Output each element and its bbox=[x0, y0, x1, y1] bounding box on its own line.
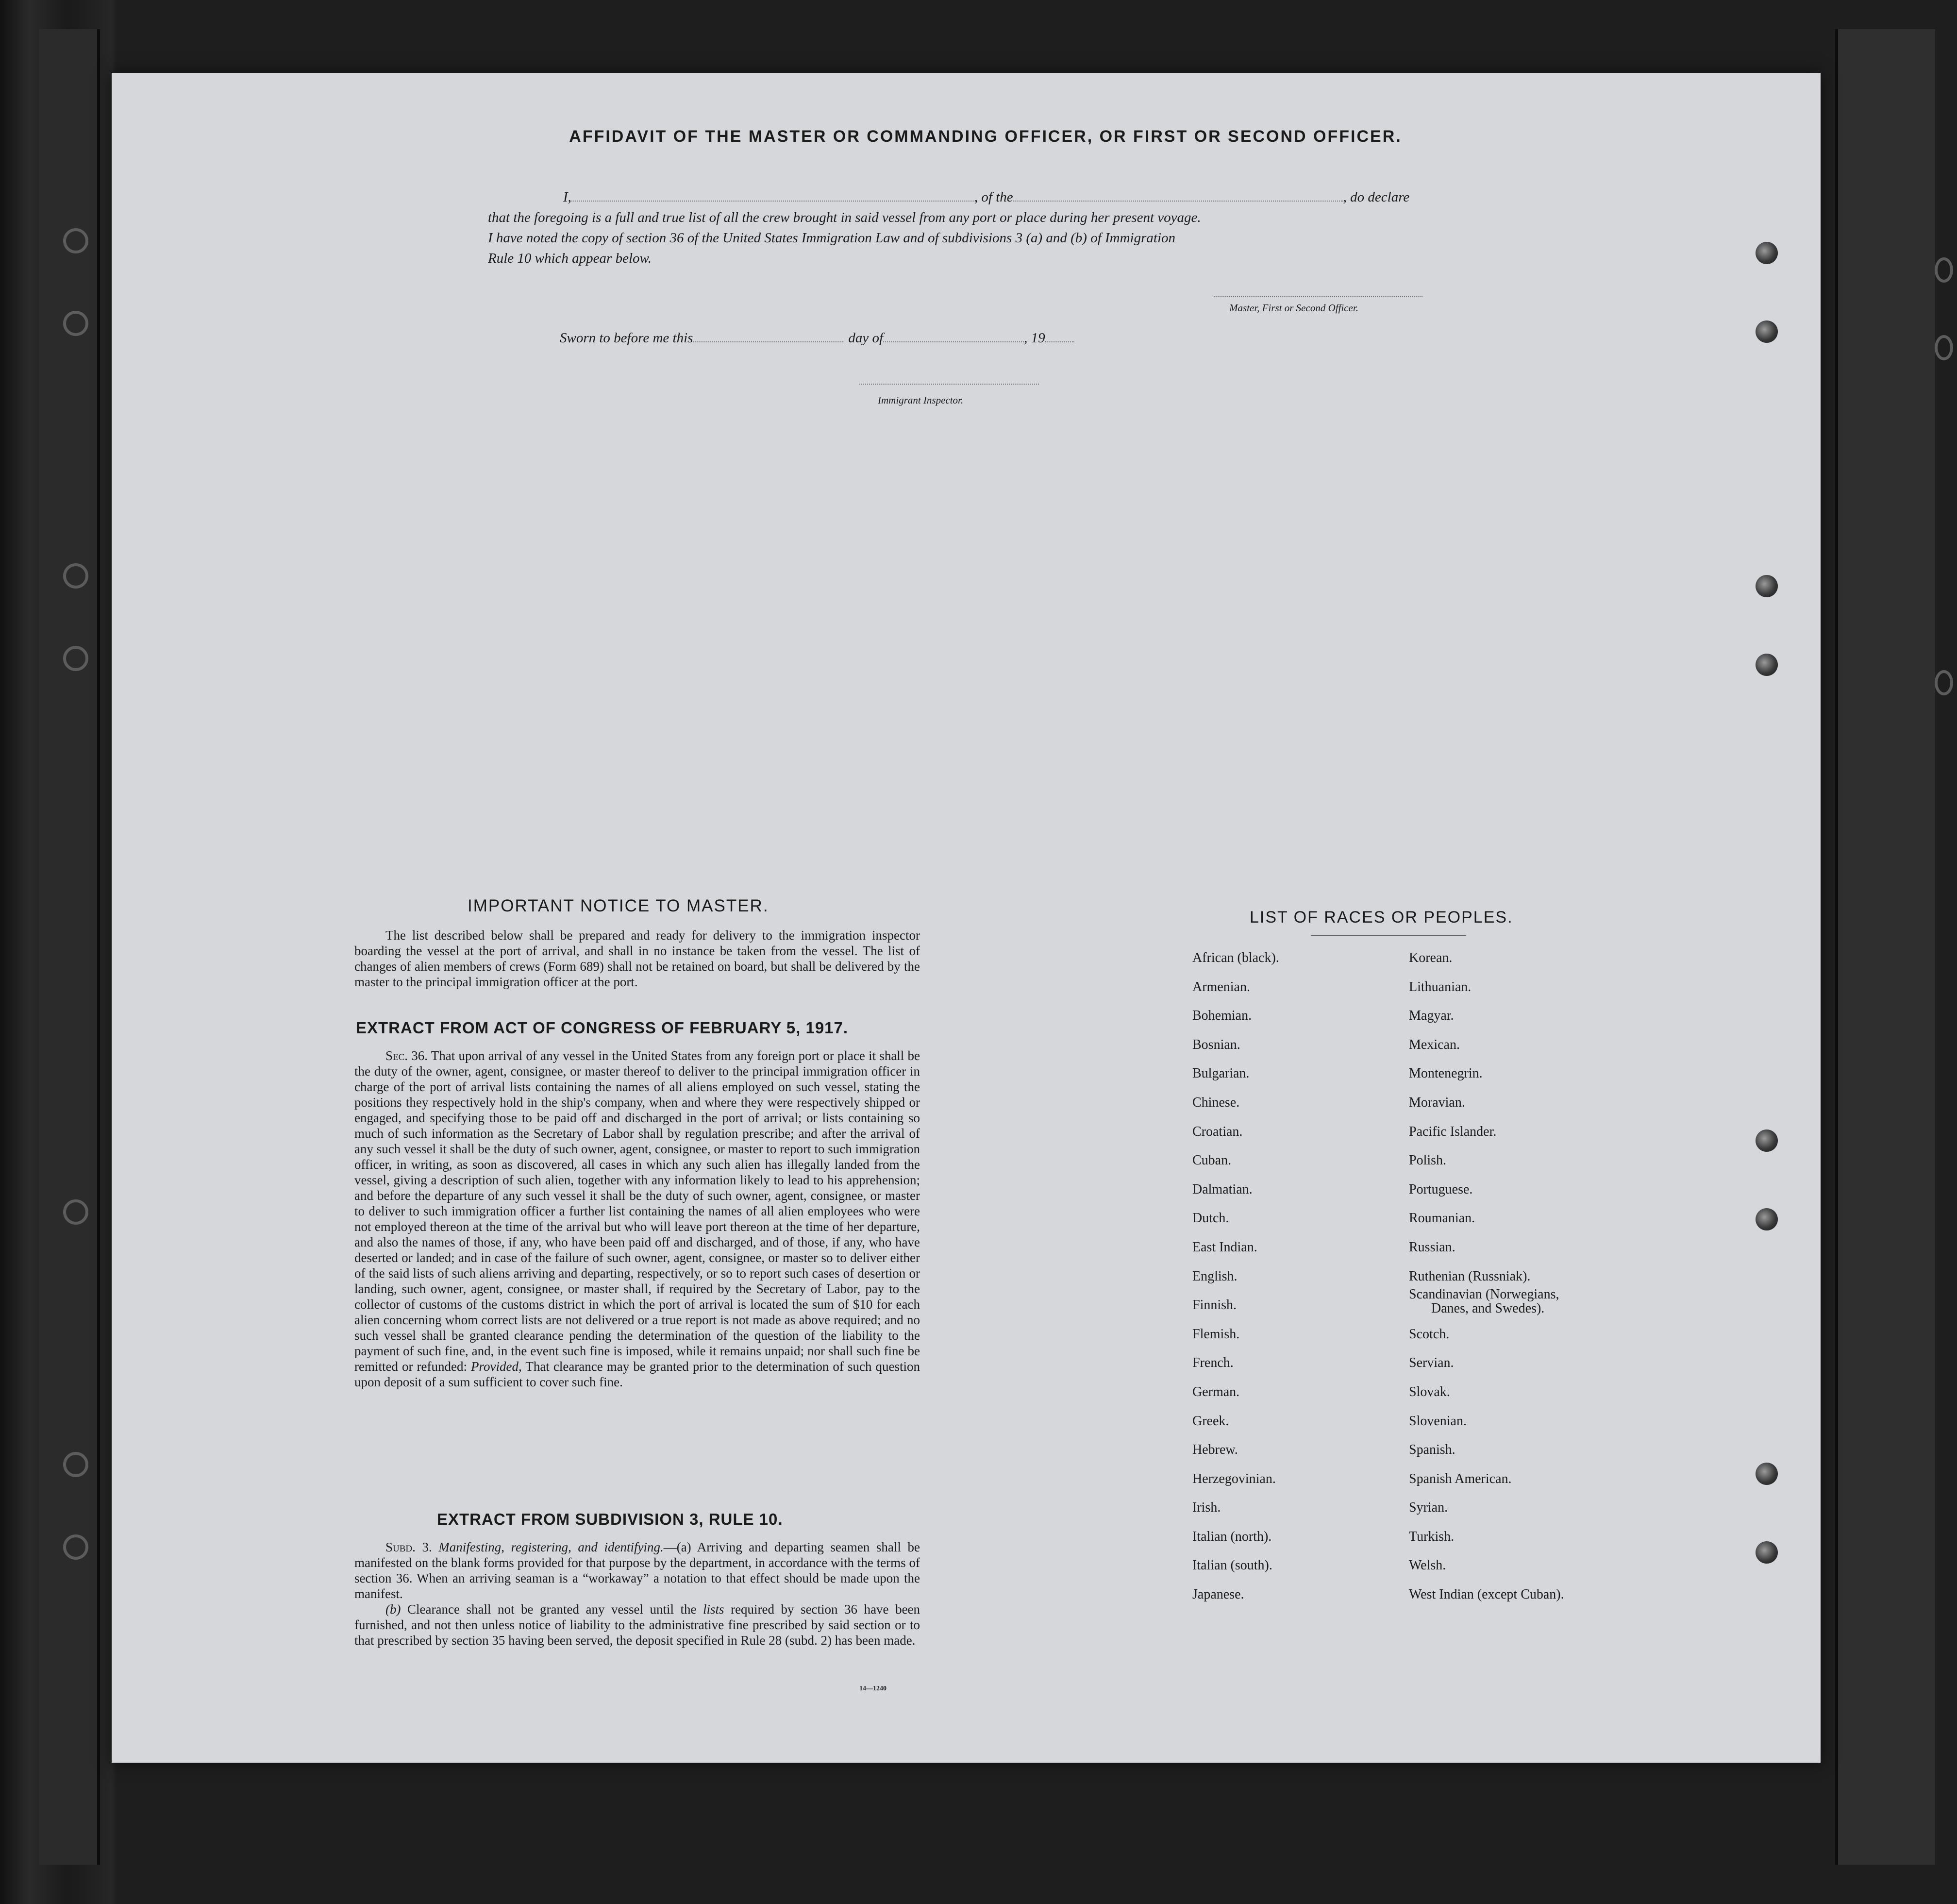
race-item: Portuguese. bbox=[1409, 1181, 1473, 1197]
race-item: Slovenian. bbox=[1409, 1413, 1467, 1429]
master-name-field[interactable] bbox=[571, 201, 974, 202]
race-item: Slovak. bbox=[1409, 1384, 1450, 1399]
rule-b-label: (b) bbox=[385, 1602, 401, 1617]
race-item: Bohemian. bbox=[1192, 1008, 1252, 1024]
race-item: Cuban. bbox=[1192, 1153, 1232, 1168]
race-item: Turkish. bbox=[1409, 1529, 1455, 1544]
punch-hole bbox=[1935, 335, 1953, 360]
race-item: Bulgarian. bbox=[1192, 1066, 1250, 1081]
races-column-left bbox=[1192, 951, 1279, 1617]
race-item: Flemish. bbox=[1192, 1326, 1240, 1342]
race-item: Syrian. bbox=[1409, 1500, 1448, 1516]
notice-title: IMPORTANT NOTICE TO MASTER. bbox=[468, 896, 769, 915]
rule-b-text-2: required by section 36 have been furnished, and not then unless notice of liability to the administrative fine prescribed by said section or to that prescribed by section 35 having been served, the deposit specified in Rule 28 (subd. 2) has been made. bbox=[354, 1602, 920, 1648]
inspector-signature-line[interactable] bbox=[859, 384, 1039, 385]
race-item: Chinese. bbox=[1192, 1095, 1240, 1110]
punch-hole bbox=[1935, 257, 1953, 283]
race-item: English. bbox=[1192, 1268, 1238, 1284]
race-item: Greek. bbox=[1192, 1413, 1229, 1429]
race-item: African (black). bbox=[1192, 950, 1279, 965]
sworn-day-field[interactable] bbox=[693, 341, 843, 342]
race-item: Scandinavian (Norwegians, bbox=[1409, 1287, 1559, 1302]
race-item: Mexican. bbox=[1409, 1037, 1460, 1052]
punch-hole bbox=[63, 646, 88, 671]
master-signature-caption: Master, First or Second Officer. bbox=[1229, 302, 1358, 314]
sworn-year-field[interactable] bbox=[1045, 341, 1074, 342]
races-title: LIST OF RACES OR PEOPLES. bbox=[1250, 908, 1513, 927]
punch-hole bbox=[1756, 1129, 1778, 1152]
race-item: Ruthenian (Russniak). bbox=[1409, 1268, 1531, 1284]
affidavit-title: AFFIDAVIT OF THE MASTER OR COMMANDING OFFICER, OR FIRST OR SECOND OFFICER. bbox=[569, 127, 1402, 146]
affidavit-of-the: , of the bbox=[974, 189, 1013, 205]
notice-paragraph bbox=[354, 927, 920, 990]
year-prefix: , 19 bbox=[1024, 330, 1045, 346]
day-of-text: day of bbox=[848, 330, 884, 346]
race-item: Bosnian. bbox=[1192, 1037, 1240, 1052]
race-item: Italian (south). bbox=[1192, 1558, 1272, 1573]
sworn-month-field[interactable] bbox=[883, 341, 1024, 342]
inspector-signature-caption: Immigrant Inspector. bbox=[878, 394, 964, 406]
race-item: Spanish. bbox=[1409, 1442, 1455, 1458]
race-item: Lithuanian. bbox=[1409, 979, 1472, 994]
race-item: Dutch. bbox=[1192, 1211, 1229, 1226]
affidavit-line-2: that the foregoing is a full and true list of all the crew brought in said vessel from any port or place during her present voyage. bbox=[488, 210, 1201, 225]
race-item: Korean. bbox=[1409, 950, 1453, 965]
race-item: Dalmatian. bbox=[1192, 1181, 1253, 1197]
race-item: East Indian. bbox=[1192, 1239, 1257, 1255]
race-item: Japanese. bbox=[1192, 1587, 1244, 1602]
rule-subd-heading: Manifesting, registering, and identifying. bbox=[438, 1540, 664, 1554]
races-title-rule bbox=[1311, 935, 1466, 936]
punch-hole bbox=[63, 311, 88, 336]
sworn-line bbox=[560, 330, 1074, 346]
race-item: Servian. bbox=[1409, 1355, 1454, 1371]
punch-hole bbox=[63, 228, 88, 253]
vessel-name-field[interactable] bbox=[1013, 201, 1343, 202]
act-section-title: EXTRACT FROM ACT OF CONGRESS OF FEBRUARY 5, 1917. bbox=[356, 1019, 849, 1037]
punch-hole bbox=[1935, 670, 1953, 695]
affidavit-do-declare: , do declare bbox=[1343, 189, 1410, 205]
act-section-label: Sec. 36. bbox=[385, 1048, 428, 1063]
race-item: Irish. bbox=[1192, 1500, 1221, 1516]
punch-hole bbox=[63, 1534, 88, 1560]
film-edge-left bbox=[39, 29, 100, 1865]
punch-hole bbox=[1756, 242, 1778, 264]
race-item: Moravian. bbox=[1409, 1095, 1465, 1110]
document-page bbox=[112, 73, 1821, 1763]
race-item: Roumanian. bbox=[1409, 1211, 1475, 1226]
act-text: That upon arrival of any vessel in the United States from any foreign port or place it shall be the duty of the owner, agent, consignee, or master thereof to deliver to the principal immigration officer in charge of the port of arrival lists containing the names of all aliens employed on such vessel, stating the positions they respectively hold in the ship's company, when and where they were respectively shipped or engaged, and specifying those to be paid off and discharged in the port of arrival; or lists containing so much of such information as the Secretary of Labor shall by regulation prescribe; and after the arrival of any such vessel it shall be the duty of such owner, agent, consignee, or master to report to such immigration officer, in writing, as soon as discovered, all cases in which any such alien has illegally landed from the vessel, giving a description of such alien, together with any information likely to lead to his apprehension; and before the departure of any such vessel it shall be the duty of such owner, agent, consignee, or master to deliver to such immigration officer a further list containing the names of all alien employees who were not employed thereon at the time of the arrival but who will leave port thereon at the time of her departure, and also the names of those, if any, who have been paid off and discharged, and of those, if any, who have deserted or landed; and in case of the failure of such owner, agent, consignee, or master so to deliver either of the said lists of such aliens arriving and departing, respectively, or so to report such cases of desertion or landing, such owner, agent, consignee, or master shall, if required by the Secretary of Labor, pay to the collector of customs of the customs district in which the port of arrival is located the sum of $10 for each alien concerning whom correct lists are not delivered or a true report is not made as above required; and no such vessel shall be granted clearance pending the determination of the question of the liability to the payment of such fine, and, in the event such fine is imposed, while it remains unpaid; nor shall such fine be remitted or refunded: bbox=[354, 1048, 920, 1374]
race-item: Hebrew. bbox=[1192, 1442, 1238, 1458]
punch-hole bbox=[1756, 1208, 1778, 1230]
affidavit-i: I, bbox=[563, 189, 571, 205]
race-item-scandinavian bbox=[1409, 1287, 1564, 1327]
punch-hole bbox=[1756, 1541, 1778, 1564]
punch-hole bbox=[63, 563, 88, 589]
race-item: Russian. bbox=[1409, 1239, 1455, 1255]
race-item-continuation: Danes, and Swedes). bbox=[1431, 1301, 1545, 1316]
punch-hole bbox=[1756, 320, 1778, 343]
punch-hole bbox=[63, 1452, 88, 1477]
punch-hole bbox=[1756, 1463, 1778, 1485]
race-item: Herzegovinian. bbox=[1192, 1471, 1276, 1486]
affidavit-declaration-line bbox=[563, 189, 1409, 205]
act-paragraph bbox=[354, 1048, 920, 1390]
race-item: Finnish. bbox=[1192, 1297, 1237, 1313]
race-item: French. bbox=[1192, 1355, 1234, 1371]
affidavit-line-4: Rule 10 which appear below. bbox=[488, 251, 652, 266]
race-item: Montenegrin. bbox=[1409, 1066, 1483, 1081]
races-column-right bbox=[1409, 951, 1564, 1617]
rule-b-text-1: Clearance shall not be granted any vessel until the bbox=[407, 1602, 697, 1617]
notice-text: The list described below shall be prepared and ready for delivery to the immigration inspector boarding the vessel at the port of arrival, and shall in no instance be taken from the vessel. The list of changes of alien members of crews (Form 689) shall not be retained on board, but shall be delivered by the master to the principal immigration officer at the port. bbox=[354, 928, 920, 989]
rule-section-title: EXTRACT FROM SUBDIVISION 3, RULE 10. bbox=[437, 1510, 783, 1528]
race-item: Spanish American. bbox=[1409, 1471, 1512, 1486]
race-item: West Indian (except Cuban). bbox=[1409, 1587, 1564, 1602]
race-item: Armenian. bbox=[1192, 979, 1250, 994]
affidavit-line-3: I have noted the copy of section 36 of the United States Immigration Law and of subdivisions 3 (a) and (b) of Immigration bbox=[488, 230, 1176, 246]
form-number: 14—1240 bbox=[859, 1685, 887, 1692]
race-item: Welsh. bbox=[1409, 1558, 1446, 1573]
act-provided: Provided, bbox=[471, 1359, 522, 1374]
punch-hole bbox=[1756, 575, 1778, 597]
rule-a-text: —(a) Arriving and departing seamen shall be manifested on the blank forms provided for that purpose by the department, in accordance with the terms of section 36. When an arriving seaman is a “workaway” a notation to that effect should be made upon the manifest. bbox=[354, 1540, 920, 1601]
race-item: Polish. bbox=[1409, 1153, 1447, 1168]
punch-hole bbox=[63, 1199, 88, 1225]
race-item: German. bbox=[1192, 1384, 1240, 1399]
sworn-text: Sworn to before me this bbox=[560, 330, 693, 346]
race-item: Croatian. bbox=[1192, 1124, 1243, 1139]
punch-hole bbox=[1756, 654, 1778, 676]
rule-b-lists: lists bbox=[703, 1602, 724, 1617]
race-item: Pacific Islander. bbox=[1409, 1124, 1497, 1139]
act-text-end: That clearance may be granted prior to the determination of such question upon deposit of a sum sufficient to cover such fine. bbox=[354, 1359, 920, 1389]
race-item: Magyar. bbox=[1409, 1008, 1454, 1024]
film-edge-right bbox=[1835, 29, 1935, 1865]
rule-subd-label: Subd. 3. bbox=[385, 1540, 432, 1554]
race-item: Italian (north). bbox=[1192, 1529, 1272, 1544]
master-signature-line[interactable] bbox=[1214, 296, 1422, 297]
race-item: Scotch. bbox=[1409, 1326, 1450, 1342]
rule-paragraph bbox=[354, 1539, 920, 1648]
